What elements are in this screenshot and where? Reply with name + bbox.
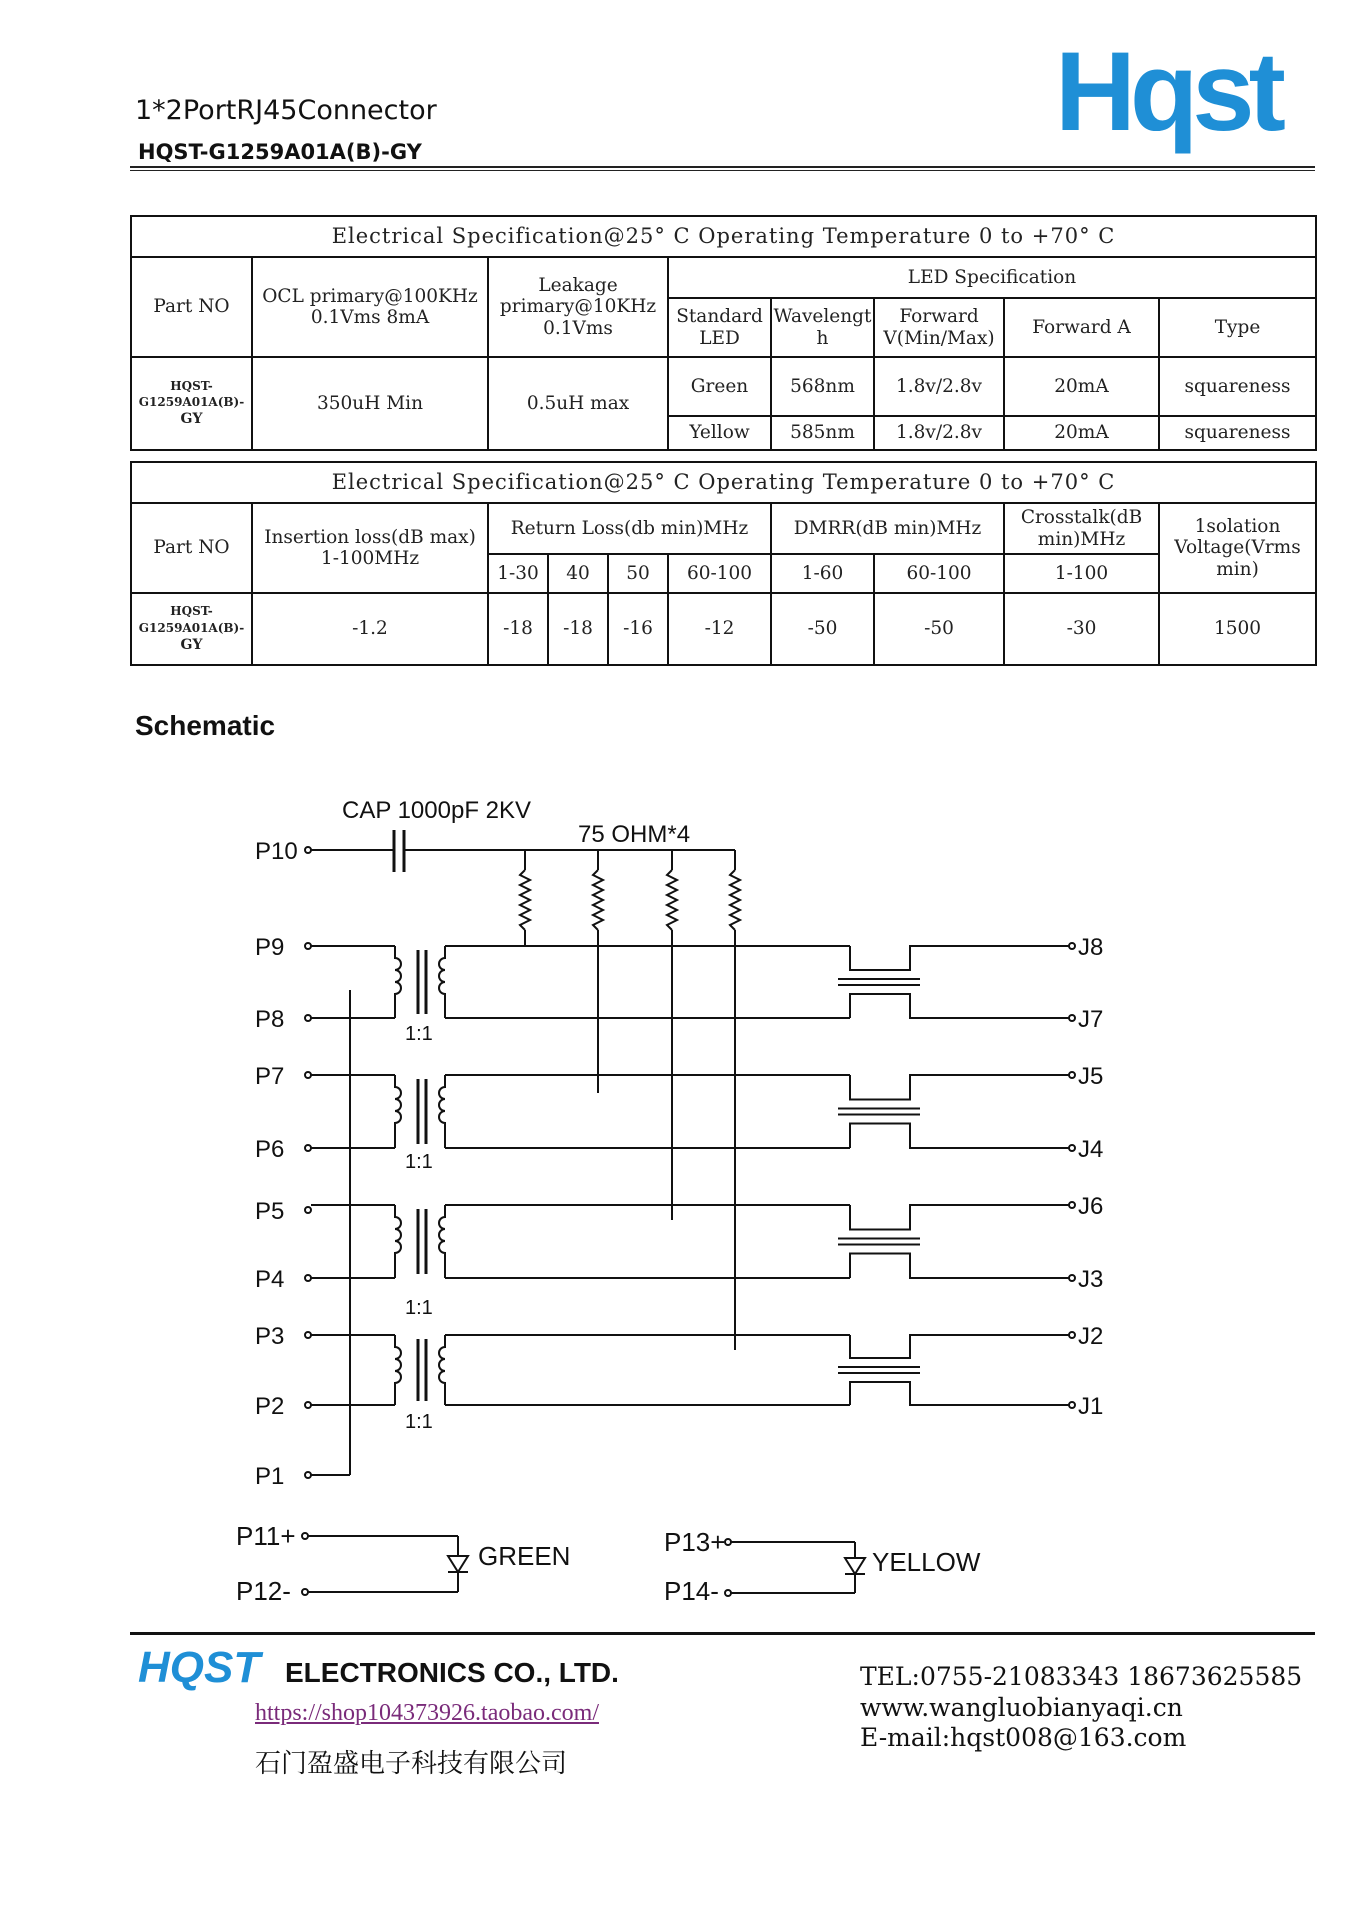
col-type: Type [1159, 298, 1316, 357]
footer-tel: TEL:0755-21083343 18673625585 [860, 1662, 1303, 1691]
footer-rule [130, 1632, 1315, 1635]
ratio-label-1: 1:1 [405, 1023, 433, 1045]
led-green: Green [668, 357, 771, 416]
table2-heading: Electrical Specification@25° C Operating Temperature 0 to +70° C [131, 462, 1316, 503]
col-forward-v: Forward V(Min/Max) [874, 298, 1004, 357]
pin-node-j7 [1069, 1015, 1075, 1021]
ocl-value: 350uH Min [252, 357, 488, 450]
pin-p8: P8 [255, 1006, 285, 1033]
pin-node-p5 [305, 1207, 311, 1213]
resistor-label: 75 OHM*4 [578, 821, 691, 848]
return-loss-50: -16 [608, 593, 668, 665]
col-ocl: OCL primary@100KHz 0.1Vms 8mA [252, 257, 488, 357]
header-rule [130, 166, 1315, 171]
part-no-cell: HQST- G1259A01A(B)- GY [131, 593, 252, 665]
pin-p2: P2 [255, 1393, 285, 1420]
spec-table-loss [130, 461, 1317, 666]
pin-p6: P6 [255, 1136, 285, 1163]
ratio-label-2: 1:1 [405, 1151, 433, 1173]
schematic-diagram [0, 760, 1358, 1620]
leakage-value: 0.5uH max [488, 357, 668, 450]
col-dmrr: DMRR(dB min)MHz [771, 503, 1004, 554]
yellow-led-label: YELLOW [872, 1547, 981, 1577]
dmrr-1-60: -50 [771, 593, 874, 665]
pin-p13: P13+ [664, 1527, 726, 1557]
product-title: 1*2PortRJ45Connector [135, 95, 437, 126]
pin-p14: P14- [664, 1576, 719, 1606]
wavelength-yellow: 585nm [771, 416, 874, 450]
pin-p7: P7 [255, 1063, 285, 1090]
pin-node-p8 [305, 1015, 311, 1021]
green-led-label: GREEN [478, 1541, 571, 1571]
pin-node-p7 [305, 1072, 311, 1078]
pin-node-p2 [305, 1402, 311, 1408]
forward-v-yellow: 1.8v/2.8v [874, 416, 1004, 450]
type-green: squareness [1159, 357, 1316, 416]
pin-p5: P5 [255, 1198, 285, 1225]
cap-label: CAP 1000pF 2KV [342, 797, 532, 824]
pin-j4: J4 [1078, 1136, 1104, 1163]
footer-company: ELECTRONICS CO., LTD. [285, 1657, 619, 1688]
transformer-channel-3 [311, 1205, 1069, 1278]
col-part-no: Part NO [131, 503, 252, 593]
col-wavelength: Wavelengt h [771, 298, 874, 357]
pin-p10: P10 [255, 838, 298, 865]
pin-node-j4 [1069, 1145, 1075, 1151]
shop-link[interactable]: https://shop104373926.taobao.com/ [255, 1700, 599, 1726]
type-yellow: squareness [1159, 416, 1316, 450]
pin-j5: J5 [1078, 1063, 1104, 1090]
pin-j2: J2 [1078, 1323, 1104, 1350]
ratio-label-4: 1:1 [405, 1411, 433, 1433]
pin-j3: J3 [1078, 1266, 1104, 1293]
transformer-channel-2 [311, 1075, 1069, 1148]
pin-j8: J8 [1078, 934, 1104, 961]
return-loss-1-30: -18 [488, 593, 548, 665]
col-leakage: Leakage primary@10KHz 0.1Vms [488, 257, 668, 357]
pin-p4: P4 [255, 1266, 285, 1293]
col-crosstalk: Crosstalk(dB min)MHz [1004, 503, 1159, 554]
table1-heading: Electrical Specification@25° C Operating Temperature 0 to +70° C [131, 216, 1316, 257]
sub-50: 50 [608, 554, 668, 593]
svg-text:Hqst: Hqst [1055, 45, 1280, 154]
part-number: HQST-G1259A01A(B)-GY [138, 140, 422, 164]
col-isolation: 1solation Voltage(Vrms min) [1159, 503, 1316, 593]
pin-j1: J1 [1078, 1393, 1104, 1420]
pin-node-j8 [1069, 943, 1075, 949]
footer-brand: HQST [138, 1643, 261, 1692]
forward-a-yellow: 20mA [1004, 416, 1159, 450]
wavelength-green: 568nm [771, 357, 874, 416]
pin-node-p6 [305, 1145, 311, 1151]
hqst-logo [1055, 45, 1325, 159]
pin-p11: P11+ [236, 1521, 296, 1551]
pin-j7: J7 [1078, 1006, 1104, 1033]
pin-p1: P1 [255, 1463, 285, 1490]
forward-v-green: 1.8v/2.8v [874, 357, 1004, 416]
isolation-value: 1500 [1159, 593, 1316, 665]
led-yellow: Yellow [668, 416, 771, 450]
pin-node-j1 [1069, 1402, 1075, 1408]
sub-1-30: 1-30 [488, 554, 548, 593]
col-forward-a: Forward A [1004, 298, 1159, 357]
transformer-channel-1 [311, 946, 1069, 1018]
spec-table-led [130, 215, 1317, 451]
transformer-channel-4 [311, 1335, 1069, 1405]
sub-40: 40 [548, 554, 608, 593]
forward-a-green: 20mA [1004, 357, 1159, 416]
sub-60-100: 60-100 [668, 554, 771, 593]
dmrr-60-100: -50 [874, 593, 1004, 665]
col-insertion-loss: Insertion loss(dB max) 1-100MHz [252, 503, 488, 593]
col-part-no: Part NO [131, 257, 252, 357]
pin-node-p4 [305, 1275, 311, 1281]
footer-website: www.wangluobianyaqi.cn [860, 1693, 1183, 1722]
pin-node-j5 [1069, 1072, 1075, 1078]
return-loss-60-100: -12 [668, 593, 771, 665]
pin-node-p3 [305, 1332, 311, 1338]
crosstalk-value: -30 [1004, 593, 1159, 665]
pin-p12: P12- [236, 1576, 291, 1606]
insertion-loss-value: -1.2 [252, 593, 488, 665]
footer-email: E-mail:hqst008@163.com [860, 1723, 1187, 1752]
chinese-company-name: 石门盈盛电子科技有限公司 [255, 1749, 568, 1779]
led-spec-heading: LED Specification [668, 257, 1316, 298]
pin-node-j6 [1069, 1202, 1075, 1208]
pin-node-p9 [305, 943, 311, 949]
sub-1-100: 1-100 [1004, 554, 1159, 593]
pin-p9: P9 [255, 934, 285, 961]
part-no-cell: HQST- G1259A01A(B)- GY [131, 357, 252, 450]
schematic-title: Schematic [135, 710, 276, 741]
return-loss-40: -18 [548, 593, 608, 665]
col-standard-led: Standard LED [668, 298, 771, 357]
pin-node-j2 [1069, 1332, 1075, 1338]
col-return-loss: Return Loss(db min)MHz [488, 503, 771, 554]
pin-node-j3 [1069, 1275, 1075, 1281]
pin-j6: J6 [1078, 1193, 1104, 1220]
sub-60-100-dmrr: 60-100 [874, 554, 1004, 593]
ratio-label-3: 1:1 [405, 1297, 433, 1319]
sub-1-60: 1-60 [771, 554, 874, 593]
pin-p3: P3 [255, 1323, 285, 1350]
